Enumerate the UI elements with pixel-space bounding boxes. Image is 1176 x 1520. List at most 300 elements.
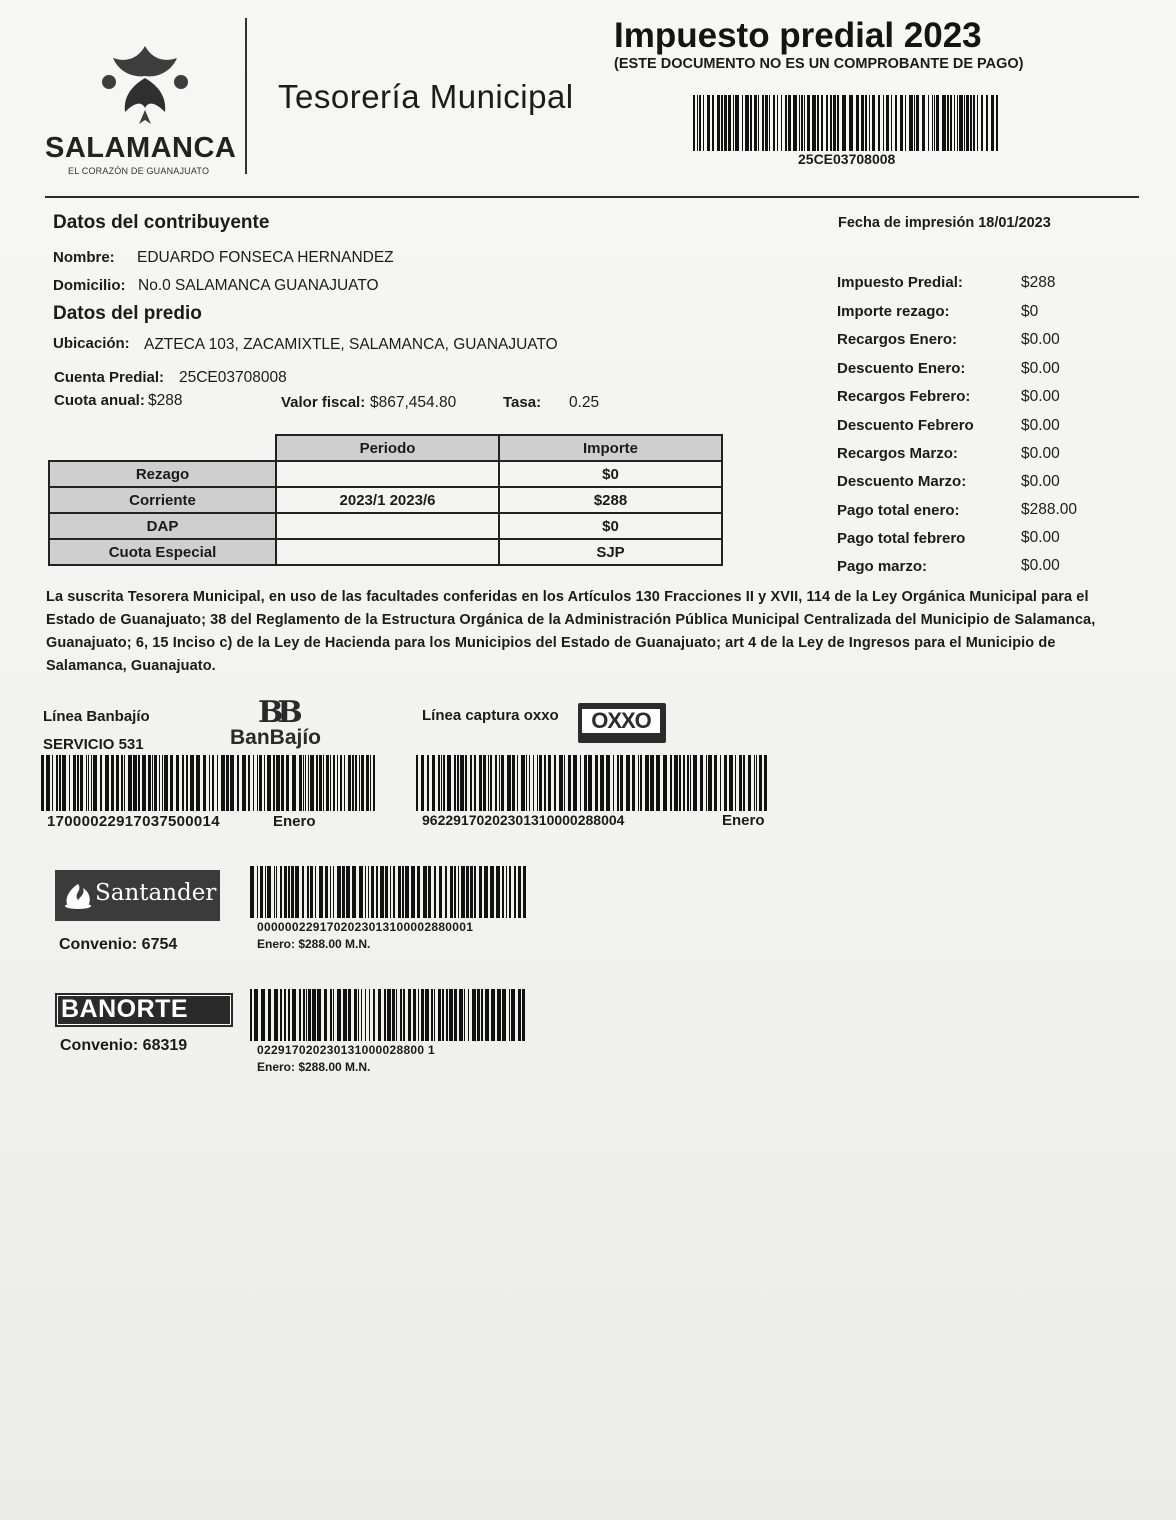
barcode-bar — [869, 95, 870, 151]
summary-label: Impuesto Predial: — [837, 274, 963, 291]
barcode-bar — [128, 755, 132, 811]
barcode-bar — [344, 755, 345, 811]
barcode-bar — [461, 866, 465, 918]
barcode-bar — [981, 95, 983, 151]
barcode-bar — [517, 755, 518, 811]
barcode-bar — [148, 755, 151, 811]
barcode-bar — [472, 989, 476, 1041]
barcode-bar — [663, 755, 667, 811]
barcode-bar — [237, 755, 239, 811]
barcode-bar — [788, 95, 791, 151]
barcode-bar — [496, 866, 500, 918]
barcode-bar — [368, 866, 369, 918]
summary-value: $288.00 — [1021, 501, 1078, 518]
barcode-bar — [445, 866, 447, 918]
barcode-bar — [807, 95, 810, 151]
barcode-bar — [59, 755, 61, 811]
barcode-bar — [417, 866, 420, 918]
barcode-bar — [93, 755, 97, 811]
barcode-bar — [306, 989, 307, 1041]
barcode-bar — [221, 755, 225, 811]
barcode-bar — [674, 755, 678, 811]
barcode-bar — [509, 866, 511, 918]
barcode-bar — [703, 95, 704, 151]
barcode-bar — [484, 866, 488, 918]
barcode-bar — [358, 989, 359, 1041]
logo-name: SALAMANCA — [45, 132, 237, 164]
barcode-bar — [533, 755, 534, 811]
barcode-bar — [964, 95, 965, 151]
barcode-bar — [490, 755, 492, 811]
barcode-bar — [916, 95, 919, 151]
barcode-bar — [450, 866, 453, 918]
oxxo-label: Línea captura oxxo — [422, 707, 559, 724]
summary-label: Pago total enero: — [837, 502, 960, 519]
barcode-bar — [507, 755, 511, 811]
barcode-bar — [121, 755, 123, 811]
barcode-bar — [284, 989, 286, 1041]
barcode-bar — [826, 95, 828, 151]
barcode-bar — [333, 989, 334, 1041]
barcode-bar — [799, 95, 800, 151]
importe-header: Importe — [499, 435, 722, 461]
barcode-bar — [765, 95, 768, 151]
barcode-bar — [465, 755, 467, 811]
barcode-bar — [942, 95, 946, 151]
barcode-bar — [697, 95, 698, 151]
summary-value: $0 — [1021, 303, 1039, 320]
barcode-bar — [276, 755, 280, 811]
barcode-bar — [80, 755, 83, 811]
barcode-bar — [346, 866, 350, 918]
barcode-bar — [111, 755, 114, 811]
barcode-bar — [186, 755, 188, 811]
barcode-bar — [580, 755, 581, 811]
summary-label: Descuento Marzo: — [837, 473, 967, 490]
barcode-bar — [932, 95, 933, 151]
barcode-bar — [371, 866, 374, 918]
barcode-bar — [286, 755, 289, 811]
barcode-bar — [303, 989, 305, 1041]
barcode-bar — [292, 755, 296, 811]
santander-logo — [55, 870, 220, 921]
barcode-bar — [501, 755, 504, 811]
domicilio-value: No.0 SALAMANCA GUANAJUATO — [138, 277, 379, 294]
summary-value: $0.00 — [1021, 529, 1060, 546]
barcode-bar — [281, 755, 284, 811]
barcode-bar — [259, 755, 262, 811]
barcode-bar — [754, 755, 755, 811]
barcode-bar — [190, 755, 194, 811]
barcode-bar — [488, 755, 489, 811]
barcode-bar — [260, 866, 263, 918]
barcode-bar — [268, 989, 271, 1041]
santander-flame-icon — [63, 882, 93, 910]
barcode-bar — [86, 755, 87, 811]
header-barcode — [693, 95, 998, 151]
barcode-bar — [408, 989, 411, 1041]
barcode-bar — [421, 755, 424, 811]
fecha-impresion: Fecha de impresión 18/01/2023 — [838, 215, 1051, 231]
barcode-bar — [724, 95, 727, 151]
barcode-bar — [423, 866, 427, 918]
barcode-bar — [242, 755, 246, 811]
barcode-bar — [217, 755, 218, 811]
barcode-bar — [460, 755, 464, 811]
predio-title: Datos del predio — [53, 303, 202, 324]
barcode-bar — [273, 755, 275, 811]
banorte-logo — [55, 993, 233, 1027]
barcode-bar — [613, 755, 614, 811]
barcode-bar — [728, 95, 731, 151]
barcode-bar — [337, 755, 338, 811]
barcode-bar — [425, 989, 429, 1041]
barcode-bar — [170, 755, 173, 811]
barcode-bar — [693, 755, 697, 811]
barcode-bar — [56, 755, 58, 811]
barcode-bar — [632, 755, 635, 811]
barcode-bar — [495, 755, 497, 811]
summary-label: Recargos Enero: — [837, 331, 958, 348]
barcode-bar — [714, 755, 717, 811]
barcode-bar — [182, 755, 184, 811]
barcode-bar — [333, 866, 334, 918]
banbajio-month: Enero — [273, 813, 316, 830]
barcode-bar — [330, 989, 332, 1041]
barcode-bar — [833, 95, 836, 151]
barcode-bar — [479, 755, 482, 811]
barcode-bar — [518, 866, 521, 918]
barcode-bar — [138, 755, 140, 811]
barcode-bar — [707, 95, 710, 151]
barcode-bar — [142, 755, 146, 811]
barcode-bar — [934, 95, 935, 151]
barcode-bar — [617, 755, 619, 811]
barcode-bar — [326, 755, 329, 811]
barcode-bar — [554, 755, 556, 811]
barcode-bar — [947, 95, 949, 151]
barcode-bar — [411, 866, 415, 918]
barcode-bar — [849, 95, 853, 151]
barcode-bar — [431, 989, 433, 1041]
barcode-bar — [337, 989, 341, 1041]
barcode-bar — [105, 755, 109, 811]
header-divider — [245, 18, 247, 174]
barcode-bar — [162, 755, 163, 811]
barcode-bar — [481, 989, 483, 1041]
barcode-bar — [490, 866, 494, 918]
barcode-bar — [176, 755, 179, 811]
barcode-bar — [442, 989, 444, 1041]
barcode-bar — [750, 95, 752, 151]
banorte-barcode — [250, 989, 527, 1041]
barcode-bar — [274, 989, 278, 1041]
barcode-bar — [620, 755, 623, 811]
barcode-bar — [959, 95, 963, 151]
barcode-bar — [88, 755, 89, 811]
barcode-bar — [250, 866, 254, 918]
barcode-bar — [365, 989, 366, 1041]
summary-value: $0.00 — [1021, 445, 1060, 462]
barcode-bar — [891, 95, 892, 151]
barcode-bar — [340, 755, 342, 811]
barcode-bar — [712, 95, 714, 151]
barcode-bar — [922, 95, 925, 151]
barcode-bar — [308, 755, 309, 811]
logo-tagline: EL CORAZÓN DE GUANAJUATO — [68, 166, 210, 176]
barcode-bar — [319, 755, 322, 811]
valor-fiscal-label: Valor fiscal: — [281, 394, 366, 411]
barcode-bar — [438, 989, 441, 1041]
barcode-bar — [928, 95, 929, 151]
banorte-amount: Enero: $288.00 M.N. — [257, 1060, 371, 1074]
barcode-bar — [801, 95, 803, 151]
contribuyente-title: Datos del contribuyente — [53, 212, 270, 233]
barcode-bar — [432, 755, 435, 811]
barcode-bar — [474, 755, 476, 811]
barcode-bar — [359, 866, 363, 918]
legal-text: La suscrita Tesorera Municipal, en uso de las facultades conferidas en los Artículos 130 Fracciones II y XVII, 114 de la Ley Orgánica Municipal para el Estado de Guanajuato; 38 del Reglamento de la Estructura Orgánica de la Administración Pública Municipal Centralizada del Municipio de Salamanca, Guanajuato; 6, 15 Inciso c) de la Ley de Hacienda para los Municipios del Estado de Guanajuato; art 4 de la Ley de Ingresos para el Municipio de Salamanca, Guanajuato. — [46, 589, 1096, 674]
barcode-bar — [733, 95, 734, 151]
barcode-bar — [724, 755, 727, 811]
barcode-bar — [267, 755, 271, 811]
barcode-bar — [276, 866, 277, 918]
barcode-bar — [936, 95, 939, 151]
barcode-bar — [745, 95, 749, 151]
barcode-bar — [830, 95, 832, 151]
barcode-bar — [354, 989, 357, 1041]
barcode-bar — [361, 755, 364, 811]
barcode-bar — [700, 755, 703, 811]
barcode-bar — [280, 989, 282, 1041]
office-name: Tesorería Municipal — [278, 78, 574, 115]
barcode-bar — [595, 755, 598, 811]
salamanca-logo-icon — [95, 38, 195, 130]
barcode-bar — [310, 866, 313, 918]
barcode-bar — [384, 989, 386, 1041]
barcode-bar — [254, 989, 258, 1041]
barcode-bar — [446, 989, 448, 1041]
table-row — [49, 539, 722, 565]
barcode-bar — [152, 755, 153, 811]
santander-code: 0000002291702023013100002880001 — [257, 920, 474, 934]
barcode-bar — [366, 755, 369, 811]
document-title: Impuesto predial 2023 — [614, 16, 982, 55]
barcode-bar — [690, 755, 691, 811]
barcode-bar — [376, 866, 378, 918]
tasa-value: 0.25 — [569, 394, 600, 411]
barcode-bar — [323, 755, 324, 811]
barcode-bar — [909, 95, 913, 151]
barcode-bar — [348, 755, 351, 811]
barcode-bar — [742, 95, 743, 151]
barcode-bar — [330, 755, 331, 811]
summary-label: Recargos Febrero: — [837, 388, 971, 405]
barcode-bar — [373, 989, 375, 1041]
santander-brand: Santander — [95, 880, 217, 906]
barcode-bar — [721, 95, 723, 151]
barcode-bar — [521, 755, 525, 811]
banbajio-servicio: SERVICIO 531 — [43, 736, 144, 753]
barcode-bar — [856, 95, 859, 151]
header-rule — [45, 196, 1139, 198]
banbajio-label: Línea Banbajío — [43, 708, 150, 725]
ubicacion-value: AZTECA 103, ZACAMIXTLE, SALAMANCA, GUANAJUATO — [144, 336, 558, 353]
barcode-bar — [748, 755, 751, 811]
barcode-bar — [52, 755, 53, 811]
barcode-bar — [514, 866, 516, 918]
barcode-bar — [729, 755, 733, 811]
barcode-bar — [717, 95, 720, 151]
barcode-bar — [950, 95, 952, 151]
periodo-cell — [276, 539, 499, 565]
barcode-bar — [600, 755, 604, 811]
barcode-bar — [693, 95, 695, 151]
barcode-bar — [511, 989, 515, 1041]
barcode-bar — [735, 755, 736, 811]
barcode-bar — [793, 95, 797, 151]
barcode-bar — [418, 989, 419, 1041]
barcode-bar — [638, 755, 639, 811]
barcode-bar — [434, 866, 436, 918]
oxxo-brand: OXXO — [591, 708, 651, 733]
barcode-bar — [499, 755, 500, 811]
barcode-bar — [434, 989, 435, 1041]
barcode-bar — [203, 755, 206, 811]
barcode-bar — [720, 755, 721, 811]
barcode-bar — [393, 866, 395, 918]
barcode-bar — [333, 755, 335, 811]
banorte-code: 022917020230131000028800 1 — [257, 1043, 435, 1057]
barcode-bar — [626, 755, 630, 811]
barcode-bar — [568, 755, 571, 811]
barcode-bar — [370, 755, 371, 811]
barcode-bar — [497, 989, 501, 1041]
barcode-bar — [477, 989, 480, 1041]
barcode-bar — [650, 755, 654, 811]
barcode-bar — [248, 755, 250, 811]
oxxo-barcode — [416, 755, 769, 811]
barcode-bar — [986, 95, 988, 151]
barcode-bar — [265, 866, 266, 918]
barcode-bar — [308, 989, 311, 1041]
barcode-bar — [523, 866, 526, 918]
barcode-bar — [378, 989, 381, 1041]
barcode-bar — [400, 989, 402, 1041]
barcode-bar — [485, 989, 489, 1041]
summary-label: Pago total febrero — [837, 530, 966, 547]
barcode-bar — [708, 755, 712, 811]
barcode-bar — [230, 755, 234, 811]
barcode-bar — [250, 989, 252, 1041]
summary-value: $0.00 — [1021, 417, 1060, 434]
barcode-bar — [264, 755, 265, 811]
barcode-bar — [267, 866, 271, 918]
barcode-bar — [454, 989, 457, 1041]
barcode-bar — [454, 755, 456, 811]
barcode-bar — [392, 989, 395, 1041]
barcode-bar — [821, 95, 823, 151]
barcode-bar — [361, 989, 362, 1041]
banbajio-barcode — [41, 755, 378, 811]
barcode-bar — [398, 866, 401, 918]
banbajio-brand: BanBajío — [230, 726, 322, 749]
barcode-bar — [759, 755, 762, 811]
barcode-bar — [756, 755, 757, 811]
barcode-bar — [209, 755, 210, 811]
barcode-bar — [100, 755, 102, 811]
table-row — [49, 513, 722, 539]
barcode-bar — [758, 95, 759, 151]
barcode-bar — [588, 755, 592, 811]
importe-cell: $0 — [499, 513, 722, 539]
barcode-bar — [781, 95, 782, 151]
document-subtitle: (ESTE DOCUMENTO NO ES UN COMPROBANTE DE PAGO) — [614, 56, 1024, 72]
barcode-bar — [739, 755, 742, 811]
barcode-bar — [837, 95, 839, 151]
barcode-bar — [687, 755, 689, 811]
summary-label: Descuento Enero: — [837, 360, 966, 377]
barcode-bar — [133, 755, 137, 811]
barcode-bar — [573, 755, 577, 811]
table-header-row — [49, 435, 722, 461]
nombre-label: Nombre: — [53, 249, 115, 266]
barcode-bar — [656, 755, 660, 811]
barcode-bar — [865, 95, 867, 151]
banbajio-logo — [228, 695, 338, 751]
barcode-bar — [458, 866, 459, 918]
barcode-bar — [62, 755, 66, 811]
barcode-bar — [468, 989, 469, 1041]
barcode-bar — [970, 95, 972, 151]
barcode-bar — [895, 95, 897, 151]
barcode-bar — [274, 866, 275, 918]
oxxo-logo — [578, 703, 666, 743]
banbajio-code: 17000022917037500014 — [47, 813, 220, 830]
barcode-bar — [427, 755, 429, 811]
importe-cell: $0 — [499, 461, 722, 487]
concepto-cell: Corriente — [49, 487, 276, 513]
barcode-bar — [483, 755, 486, 811]
barcode-bar — [699, 95, 701, 151]
barcode-bar — [317, 989, 321, 1041]
barcode-bar — [69, 755, 70, 811]
barcode-bar — [291, 866, 294, 918]
importe-cell: $288 — [499, 487, 722, 513]
barcode-bar — [253, 755, 254, 811]
barcode-bar — [438, 755, 440, 811]
summary-label: Recargos Marzo: — [837, 445, 958, 462]
importe-cell: SJP — [499, 539, 722, 565]
barcode-bar — [390, 866, 391, 918]
barcode-bar — [539, 755, 542, 811]
barcode-bar — [502, 866, 504, 918]
barcode-bar — [564, 755, 565, 811]
barcode-bar — [474, 866, 476, 918]
periodo-cell — [276, 513, 499, 539]
oxxo-code: 96229170202301310000288004 — [422, 812, 625, 828]
banorte-convenio: Convenio: 68319 — [60, 1037, 188, 1054]
barcode-bar — [288, 866, 290, 918]
barcode-bar — [544, 755, 546, 811]
barcode-bar — [302, 866, 304, 918]
barcode-bar — [284, 866, 287, 918]
summary-label: Importe rezago: — [837, 303, 950, 320]
barcode-bar — [212, 755, 214, 811]
barcode-bar — [315, 866, 316, 918]
barcode-bar — [502, 989, 506, 1041]
barcode-bar — [416, 755, 418, 811]
